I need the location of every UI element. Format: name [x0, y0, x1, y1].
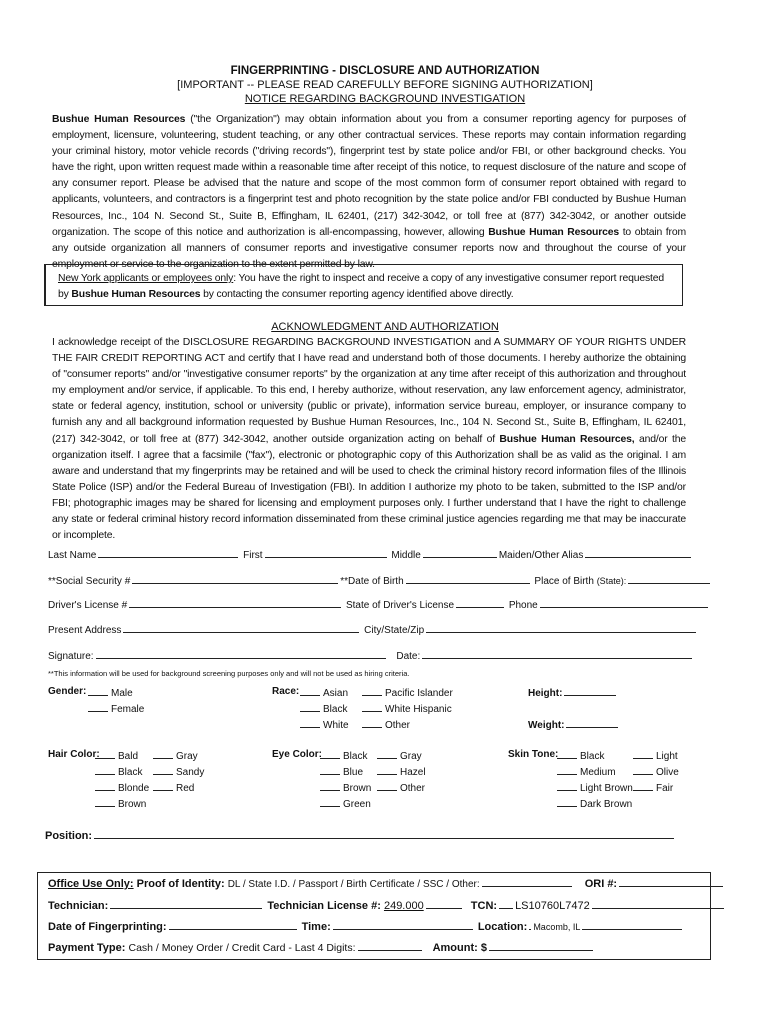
eye-brown[interactable]: Brown	[320, 781, 371, 794]
eye-blue[interactable]: Blue	[320, 765, 363, 778]
weight-field[interactable]	[566, 718, 618, 728]
skin-fair[interactable]: Fair	[633, 781, 673, 794]
tcn-field[interactable]	[592, 899, 724, 909]
race-white-hispanic[interactable]: White Hispanic	[362, 702, 452, 715]
office-technician-row: Technician: Technician License #: 249.000 TCN: LS10760L7472	[48, 899, 726, 912]
amount-field[interactable]	[489, 941, 593, 951]
eye-green[interactable]: Green	[320, 797, 371, 810]
tcn-value: LS10760L7472	[515, 900, 590, 912]
signature-field[interactable]	[96, 649, 386, 659]
skin-light[interactable]: Light	[633, 749, 678, 762]
hair-color-label: Hair Color:	[48, 749, 100, 760]
race-other[interactable]: Other	[362, 718, 410, 731]
first-name-field[interactable]	[265, 548, 387, 558]
technician-field[interactable]	[110, 899, 262, 909]
skin-tone-label: Skin Tone:	[508, 749, 559, 760]
race-black[interactable]: Black	[300, 702, 347, 715]
dl-state-field[interactable]	[456, 598, 504, 608]
license-row: Driver's License # State of Driver's License Phone	[48, 598, 710, 611]
office-payment-row: Payment Type: Cash / Money Order / Credit Card - Last 4 Digits: Amount: $	[48, 941, 595, 954]
ssn-row: **Social Security # **Date of Birth Place of Birth (State):	[48, 574, 712, 587]
hair-black[interactable]: Black	[95, 765, 142, 778]
last-name-field[interactable]	[98, 548, 238, 558]
race-pacific-islander[interactable]: Pacific Islander	[362, 686, 453, 699]
ori-field[interactable]	[619, 877, 723, 887]
tech-license-value: 249.000	[383, 900, 424, 912]
middle-name-field[interactable]	[423, 548, 497, 558]
date-field[interactable]	[422, 649, 692, 659]
skin-olive[interactable]: Olive	[633, 765, 679, 778]
city-state-zip-field[interactable]	[426, 623, 696, 633]
hair-brown[interactable]: Brown	[95, 797, 146, 810]
position-row: Position:	[45, 829, 676, 842]
org-name-2: Bushue Human Resources	[488, 226, 620, 238]
hair-red[interactable]: Red	[153, 781, 194, 794]
screening-note: **This information will be used for background screening purposes only and will not be used as hiring criteria.	[48, 669, 410, 678]
height-label: Height:	[528, 686, 618, 699]
signature-row: Signature: Date:	[48, 649, 694, 662]
important-notice: [IMPORTANT -- PLEASE READ CAREFULLY BEFORE SIGNING AUTHORIZATION]	[177, 79, 593, 91]
hair-gray[interactable]: Gray	[153, 749, 198, 762]
race-label: Race:	[272, 686, 300, 697]
time-field[interactable]	[333, 920, 473, 930]
race-white[interactable]: White	[300, 718, 349, 731]
disclosure-paragraph: Bushue Human Resources ("the Organization") may obtain information about you from a consumer reporting agency for purposes of employment, licensure, volunteering, student teaching, or any other contractual services. These reports may contain information regarding your criminal history, motor vehicle records ("driving records"), fingerprint test by state police and/or FBI, or other background checks. You have the right, upon written request made within a reasonable time after receipt of this notice, to request disclosure of the nature and scope of any consumer report. Please be advised that the nature and scope of the most common form of consumer report obtained with regard to applicants, volunteers, and contractors is a fingerprint test and photo recognition by the state police and/or FBI conducted by Bushue Human Resources, Inc., 104 N. Second St., Suite B, Effingham, IL 62401, (217) 342-3042, or toll free at (877) 342-3042, or another outside organization. The scope of this notice and authorization is all-encompassing, however, allowing Bushue Human Resources to obtain from any outside organization all manners of consumer reports and investigative consumer reports now and throughout the course of your employment or service to the organization to the extent permitted by law.	[52, 114, 686, 270]
ack-heading: ACKNOWLEDGMENT AND AUTHORIZATION	[271, 321, 499, 333]
skin-light-brown[interactable]: Light Brown	[557, 781, 633, 794]
weight-label: Weight:	[528, 718, 620, 731]
phone-field[interactable]	[540, 598, 708, 608]
hair-bald[interactable]: Bald	[95, 749, 138, 762]
position-field[interactable]	[94, 829, 674, 839]
gender-label: Gender:	[48, 686, 87, 697]
eye-black[interactable]: Black	[320, 749, 367, 762]
pob-field[interactable]	[628, 574, 710, 584]
eye-gray[interactable]: Gray	[377, 749, 422, 762]
location-field[interactable]	[582, 920, 682, 930]
height-field[interactable]	[564, 686, 616, 696]
eye-other[interactable]: Other	[377, 781, 425, 794]
last-4-digits-field[interactable]	[358, 941, 422, 951]
ssn-field[interactable]	[132, 574, 338, 584]
eye-hazel[interactable]: Hazel	[377, 765, 426, 778]
skin-medium[interactable]: Medium	[557, 765, 616, 778]
office-proof-row: Office Use Only: Proof of Identity: DL / State I.D. / Passport / Birth Certificate / SSC / Other: ORI #:	[48, 877, 725, 890]
race-asian[interactable]: Asian	[300, 686, 348, 699]
maiden-name-field[interactable]	[585, 548, 691, 558]
hair-blonde[interactable]: Blonde	[95, 781, 149, 794]
address-field[interactable]	[123, 623, 359, 633]
ny-notice-text: New York applicants or employees only: You have the right to inspect and receive a copy of any investigative consumer report requested by Bushue Human Resources by contacting the consumer reporting agency identified above directly.	[58, 273, 665, 300]
name-row: Last Name First Middle Maiden/Other Alias	[48, 548, 693, 561]
address-row: Present Address City/State/Zip	[48, 623, 698, 636]
gender-male[interactable]: Male	[88, 686, 133, 699]
eye-color-label: Eye Color:	[272, 749, 323, 760]
drivers-license-field[interactable]	[129, 598, 341, 608]
date-fingerprinting-field[interactable]	[169, 920, 297, 930]
dob-field[interactable]	[406, 574, 530, 584]
office-date-row: Date of Fingerprinting: Time: Location: Macomb, IL	[48, 920, 684, 933]
gender-female[interactable]: Female	[88, 702, 144, 715]
notice-heading: NOTICE REGARDING BACKGROUND INVESTIGATION	[244, 93, 526, 105]
ack-paragraph: I acknowledge receipt of the DISCLOSURE REGARDING BACKGROUND INVESTIGATION and A SUMMARY OF YOUR RIGHTS UNDER THE FAIR CREDIT REPORTING ACT and certify that I have read and understand both of those documents. I hereby authorize the obtaining of "consumer reports" and/or "investigative consumer reports" by the organization at any time after receipt of this authorization and throughout my employment and/or service, if applicable. To this end, I hereby authorize, without reservation, any law enforcement agency, administrator, state or federal agency, institution, school or university (public or private), information service bureau, employer, or insurance company to furnish any and all background information requested by Bushue Human Resources, Inc., 104 N. Second St., Suite B, Effingham, IL 62401, (217) 342-3042, or toll free at (877) 342-3042, another outside organization acting on behalf of Bushue Human Resources, and/or the organization itself. I agree that a facsimile ("fax"), electronic or photographic copy of this Authorization shall be as valid as the original. I am aware and understand that my fingerprints may be retained and will be used to check the criminal history record information files of the Illinois State Police (ISP) and/or the Federal Bureau of Investigation (FBI). In addition I authorize my photo to be taken, submitted to the ISP and/or FBI; photographic images may be shared for licensing and employment purposes only. I further understand that I have the right to challenge any state or federal criminal history record information disseminated from these criminal justice agencies regarding me that may be inaccurate or incomplete.	[52, 337, 686, 542]
form-title: FINGERPRINTING - DISCLOSURE AND AUTHORIZATION	[230, 65, 540, 77]
org-name: Bushue Human Resources	[52, 114, 186, 125]
proof-other-field[interactable]	[482, 877, 572, 887]
hair-sandy[interactable]: Sandy	[153, 765, 204, 778]
skin-black[interactable]: Black	[557, 749, 604, 762]
location-value: Macomb, IL	[533, 922, 581, 932]
skin-dark-brown[interactable]: Dark Brown	[557, 797, 632, 810]
